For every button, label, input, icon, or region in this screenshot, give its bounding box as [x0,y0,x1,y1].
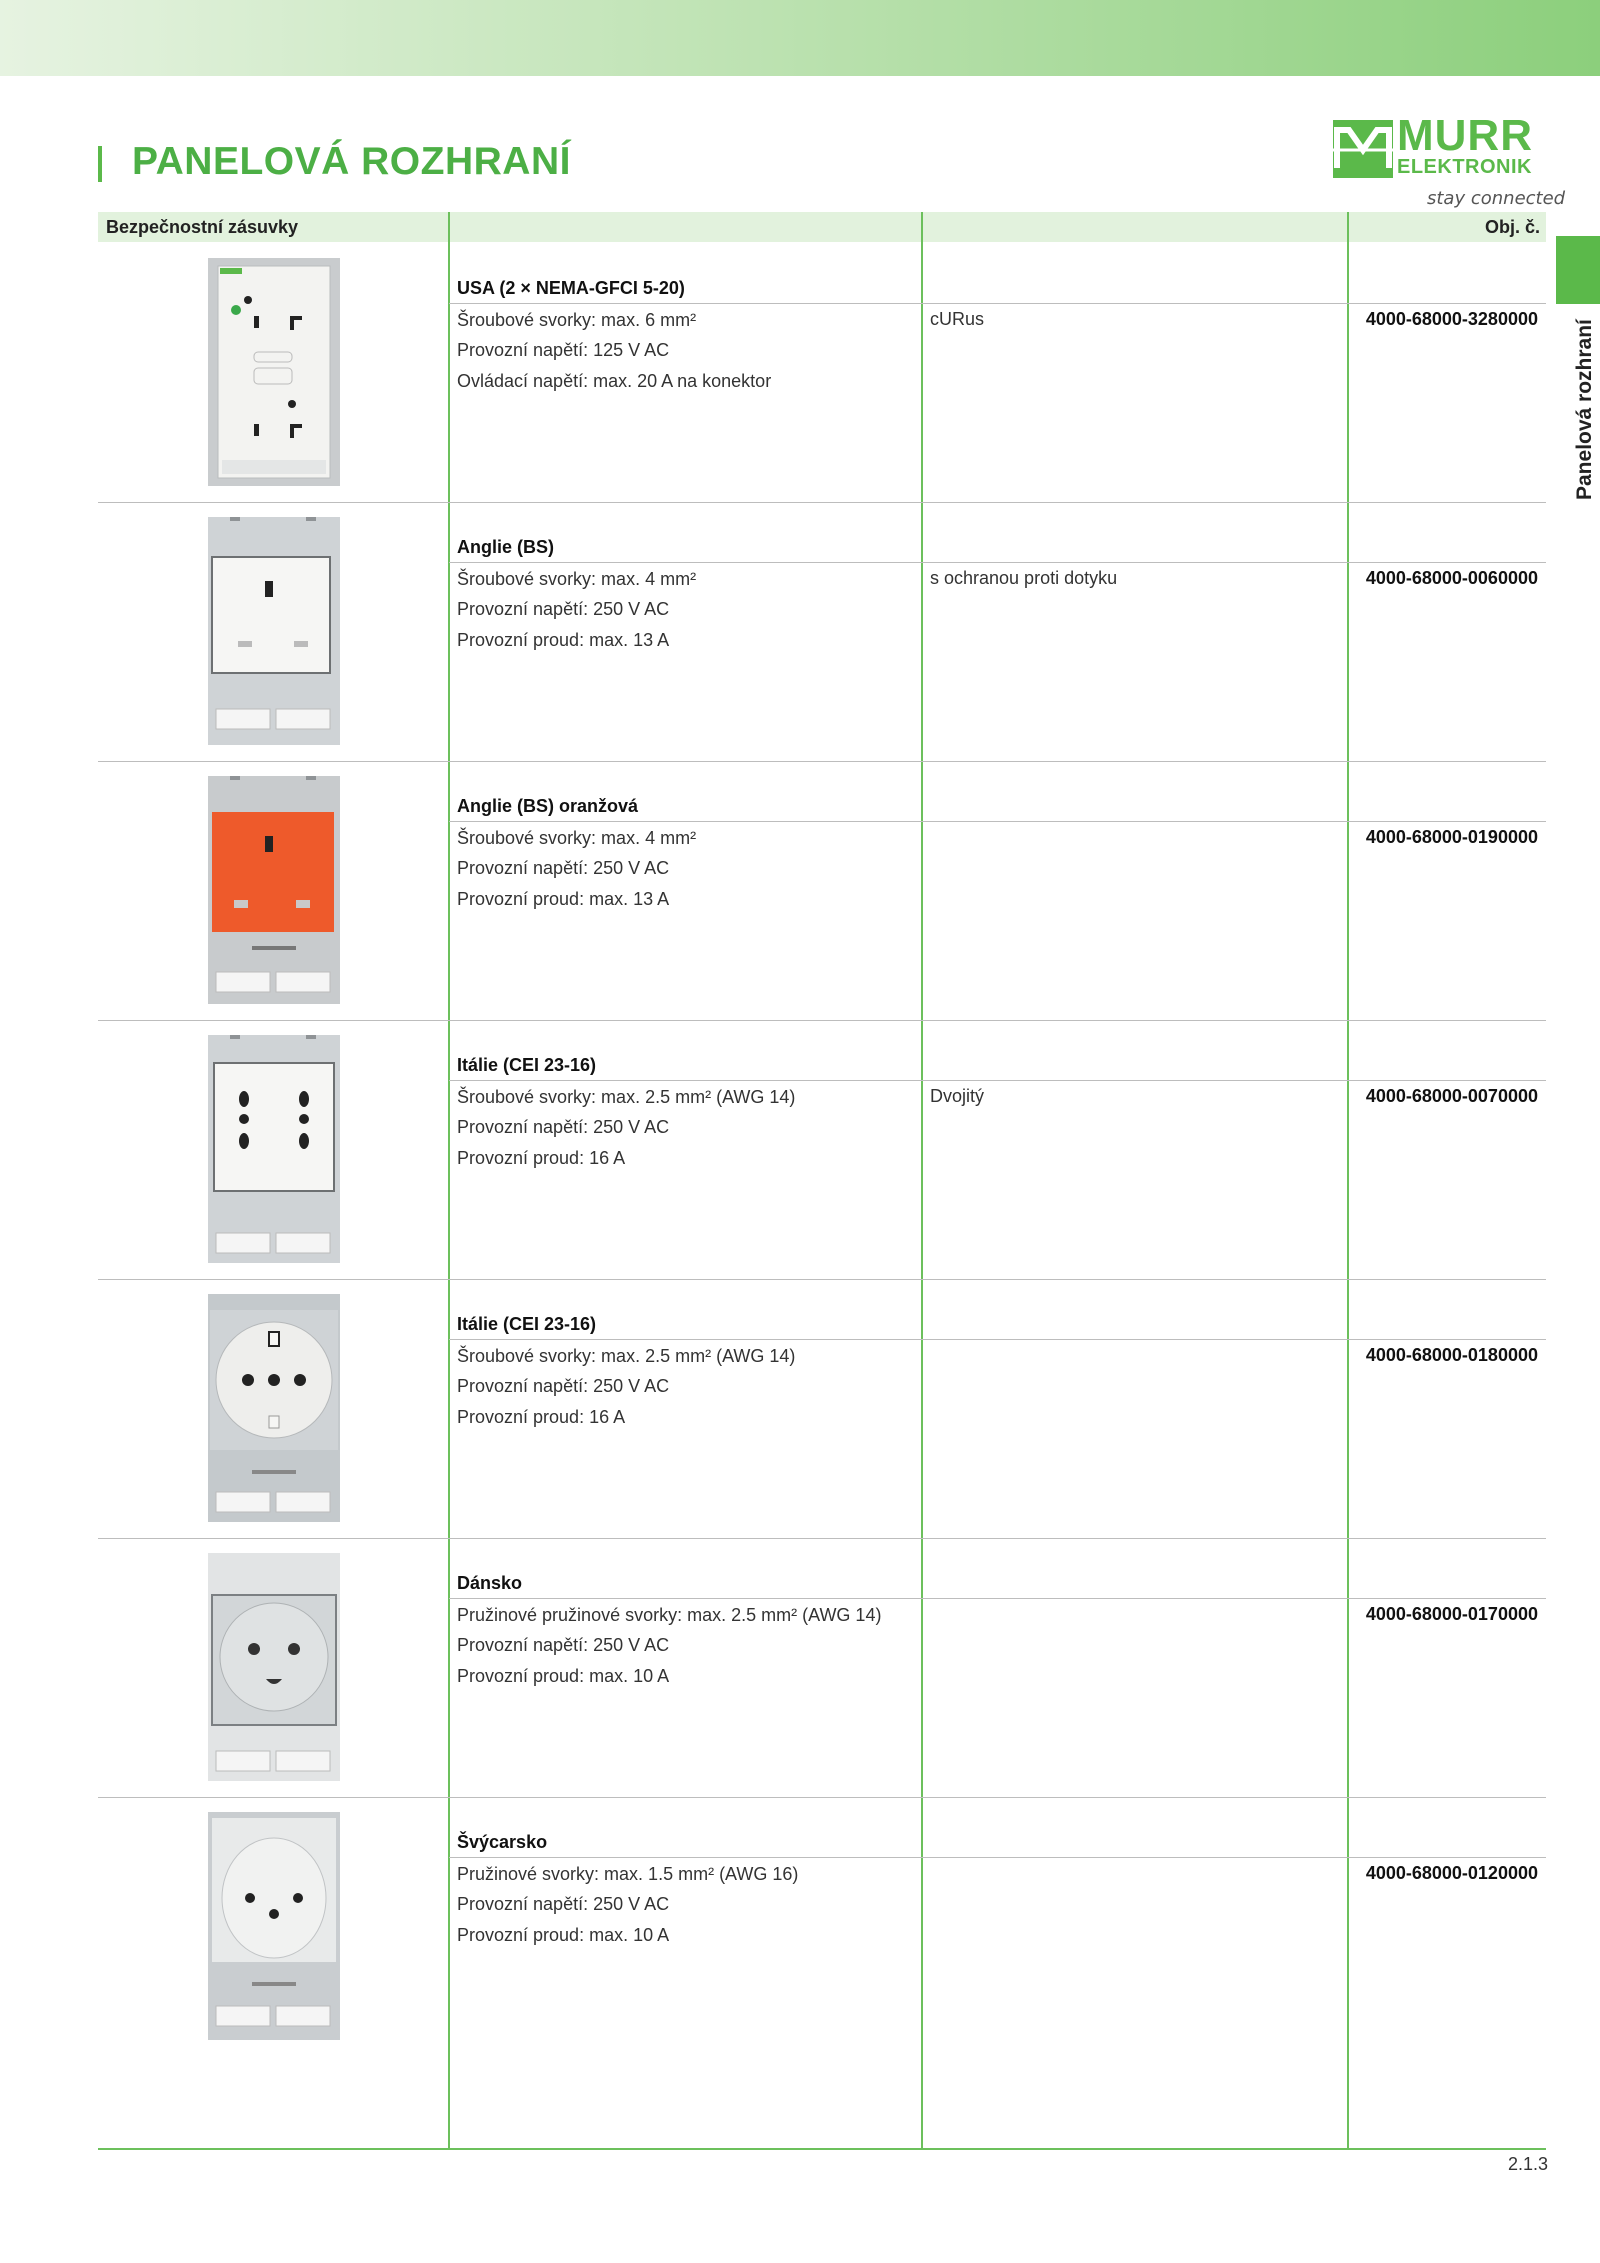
product-note: cURus [930,309,985,329]
logo-wordmark: MURR [1397,111,1533,160]
spec-line: Provozní proud: max. 13 A [457,630,670,650]
product-image-switzerland-socket [208,1812,340,2040]
table-header-band [98,212,1546,242]
spec-line: Šroubové svorky: max. 4 mm² [457,569,697,589]
spec-line: Provozní proud: max. 13 A [457,889,670,909]
title-separator [449,821,1546,822]
row-separator [98,502,1546,503]
spec-line: Šroubové svorky: max. 2.5 mm² (AWG 14) [457,1346,796,1366]
logo-subwordmark: ELEKTRONIK [1397,156,1532,178]
section-tab-marker [1556,236,1600,304]
spec-line: Provozní napětí: 250 V AC [457,858,670,878]
spec-line: Provozní napětí: 250 V AC [457,1635,670,1655]
spec-line: Pružinové pružinové svorky: max. 2.5 mm² (AWG 14) [457,1605,882,1625]
row-separator [98,761,1546,762]
table-bottom-rule [98,2148,1546,2150]
product-note: s ochranou proti dotyku [930,568,1118,588]
product-title: USA (2 × NEMA-GFCI 5-20) [457,278,685,298]
title-separator [449,1080,1546,1081]
table-header-category: Bezpečnostní zásuvky [106,217,299,237]
spec-line: Pružinové svorky: max. 1.5 mm² (AWG 16) [457,1864,799,1884]
order-number: 4000-68000-3280000 [1365,309,1538,329]
product-image-italy-socket [208,1294,340,1522]
order-number: 4000-68000-0120000 [1365,1863,1538,1883]
spec-line: Provozní napětí: 250 V AC [457,1376,670,1396]
table-header-order-number: Obj. č. [1484,217,1540,237]
row-separator [98,1279,1546,1280]
order-number: 4000-68000-0060000 [1365,568,1538,588]
spec-line: Provozní napětí: 250 V AC [457,1894,670,1914]
murr-logo-mark [1333,120,1393,178]
title-separator [449,1339,1546,1340]
page-title: PANELOVÁ ROZHRANÍ [132,140,571,183]
spec-line: Provozní proud: 16 A [457,1148,626,1168]
row-separator [98,1538,1546,1539]
spec-line: Provozní napětí: 125 V AC [457,340,670,360]
product-title: Anglie (BS) oranžová [457,796,639,816]
product-note: Dvojitý [930,1086,985,1106]
title-separator [449,1857,1546,1858]
spec-line: Ovládací napětí: max. 20 A na konektor [457,371,772,391]
product-image-denmark-socket [208,1553,340,1781]
spec-line: Provozní proud: max. 10 A [457,1666,670,1686]
title-separator [449,562,1546,563]
top-color-band [0,0,1600,76]
title-separator [449,303,1546,304]
spec-line: Provozní napětí: 250 V AC [457,599,670,619]
product-image-italy-double-socket [208,1035,340,1263]
logo-tagline: stay connected [1427,188,1566,209]
spec-line: Provozní proud: max. 10 A [457,1925,670,1945]
product-image-uk-orange-socket [208,776,340,1004]
product-image-usa-socket [208,258,340,486]
spec-line: Provozní proud: 16 A [457,1407,626,1427]
product-title: Dánsko [457,1573,523,1593]
spec-line: Šroubové svorky: max. 6 mm² [457,310,697,330]
murr-logo [1333,111,1566,210]
row-separator [98,1020,1546,1021]
title-separator [449,1598,1546,1599]
spec-line: Šroubové svorky: max. 2.5 mm² (AWG 14) [457,1087,796,1107]
order-number: 4000-68000-0190000 [1365,827,1538,847]
section-side-label: Panelová rozhraní [1573,319,1596,500]
order-number: 4000-68000-0070000 [1365,1086,1538,1106]
product-title: Švýcarsko [457,1832,548,1852]
row-separator [98,1797,1546,1798]
product-title: Itálie (CEI 23-16) [457,1314,597,1334]
page-number: 2.1.3 [1507,2154,1548,2174]
order-number: 4000-68000-0170000 [1365,1604,1538,1624]
product-image-uk-socket [208,517,340,745]
spec-line: Provozní napětí: 250 V AC [457,1117,670,1137]
order-number: 4000-68000-0180000 [1365,1345,1538,1365]
spec-line: Šroubové svorky: max. 4 mm² [457,828,697,848]
product-title: Anglie (BS) [457,537,554,557]
product-title: Itálie (CEI 23-16) [457,1055,597,1075]
title-accent-bar [98,146,102,182]
